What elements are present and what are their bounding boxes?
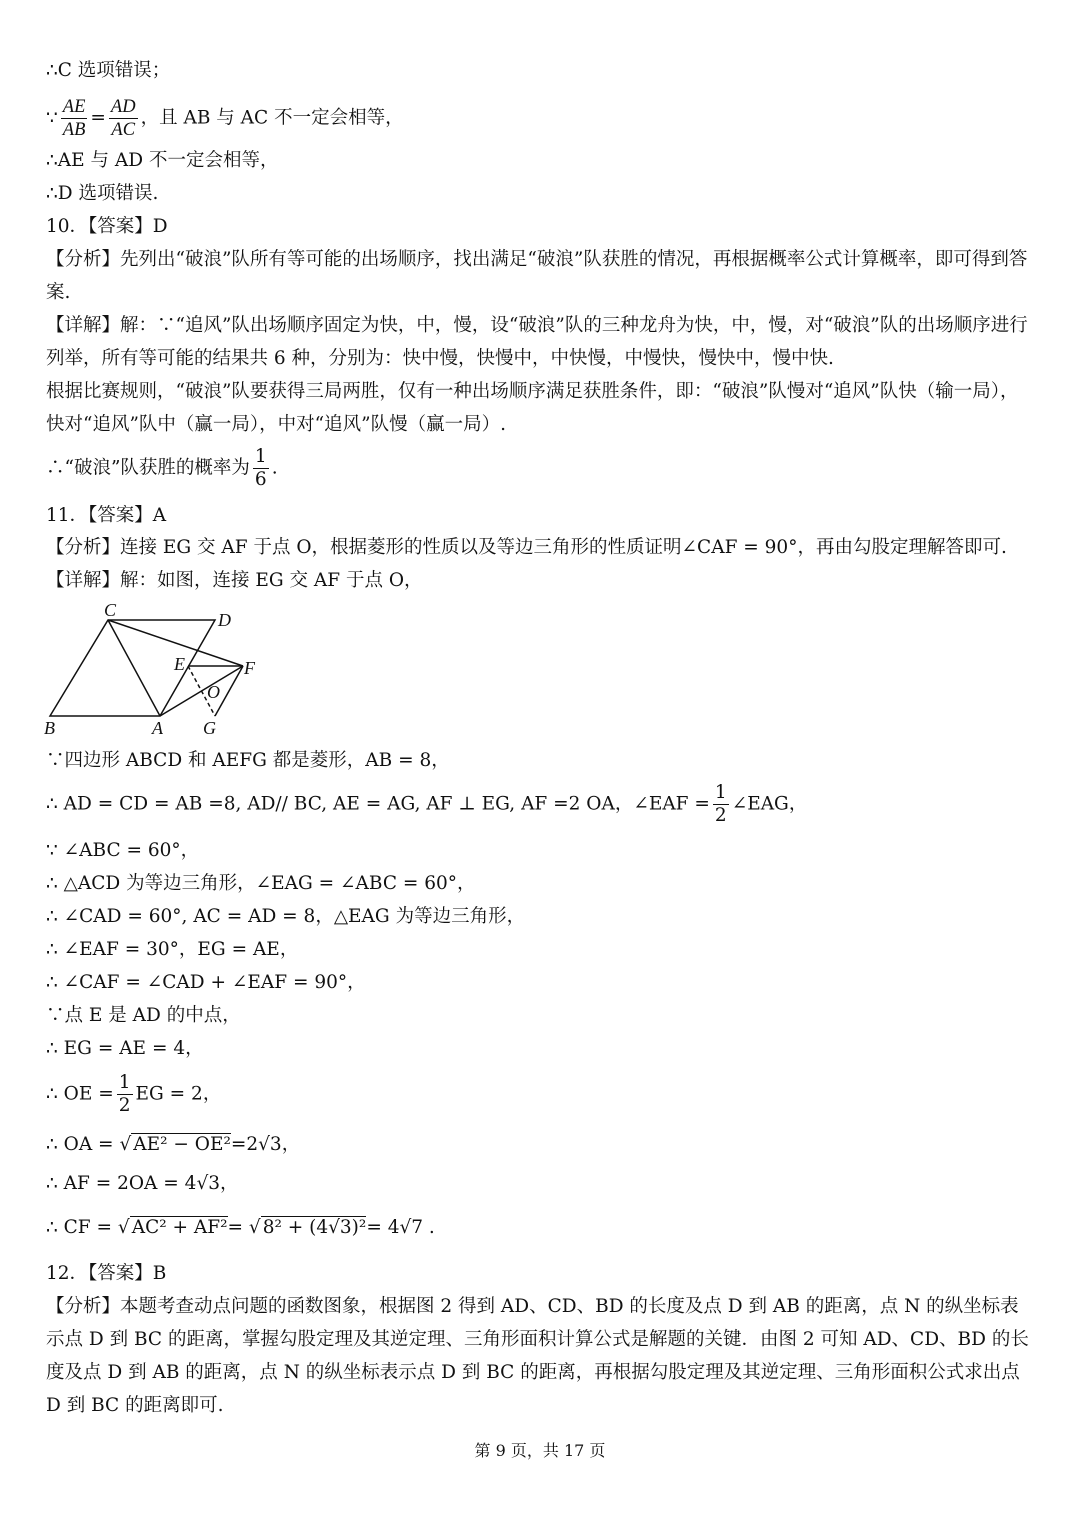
- analysis-paragraph-12: 【分析】本题考查动点问题的函数图象，根据图 2 得到 AD、CD、BD 的长度及点 D 到 AB 的距离，点 N 的纵坐标表示点 D 到 BC 的距离，掌握勾股定理及其逆定理、三角形面积计算公式是解题的关键．由图 2 可知 AD、CD、BD 的长度及点 D 到 AB 的距离，点 N 的纵坐标表示点 D 到 BC 的距离，再根据勾股定理及其逆定理、三角形面积公式求出点 D 到 BC 的距离即可.: [46, 1296, 1029, 1416]
- text-line: ∴D 选项错误.: [46, 183, 159, 204]
- step-line: ∴ AD = CD = AB =8, AD// BC, AE = AG, AF ⊥ EG, AF =2 OA，∠EAF = $\frac{1}{2}$ ∠EAG，: [46, 782, 808, 826]
- step-line: ∴ △ACD 为等边三角形，∠EAG = ∠ABC = 60°，: [46, 873, 476, 894]
- label-c: C: [104, 600, 117, 620]
- fraction: $\frac{1}{2}$: [714, 782, 727, 826]
- label-a: A: [152, 718, 163, 738]
- probability-line: ∴“破浪”队获胜的概率为 $\frac{1}{6}$ .: [46, 446, 278, 490]
- step-line: ∵点 E 是 AD 的中点，: [46, 1005, 241, 1026]
- rhombus-figure: [40, 598, 280, 743]
- answer-heading-12: 12．【答案】B: [46, 1263, 167, 1284]
- fraction: $\frac{AE}{AB}$: [62, 97, 86, 140]
- step-line: ∵ ∠ABC = 60°，: [46, 840, 200, 861]
- step-line: ∴ OA = √ AE² − OE²=2√3，: [46, 1134, 301, 1155]
- label-o: O: [207, 682, 220, 702]
- label-d: D: [218, 610, 231, 630]
- step-line: ∴ AF = 2OA = 4√3，: [46, 1173, 239, 1194]
- fraction-equation-line: ∵ $\frac{AE}{AB}$ = $\frac{AD}{AC}$ ，且 AB 与 AC 不一定会相等，: [46, 97, 404, 140]
- step-line: ∴ ∠CAF = ∠CAD + ∠EAF = 90°，: [46, 972, 366, 993]
- fraction: $\frac{1}{2}$: [118, 1072, 131, 1116]
- label-g: G: [203, 718, 216, 738]
- answer-heading-10: 10．【答案】D: [46, 216, 168, 237]
- step-line: ∴ ∠CAD = 60°, AC = AD = 8，△EAG 为等边三角形，: [46, 906, 526, 927]
- rule-paragraph-10: 根据比赛规则，“破浪”队要获得三局两胜，仅有一种出场顺序满足获胜条件，即：“破浪”队慢对“追风”队快（输一局），快对“追风”队中（赢一局），中对“追风”队慢（赢一局）.: [46, 381, 1019, 435]
- label-b: B: [44, 718, 55, 738]
- step-line: ∴ ∠EAF = 30°，EG = AE，: [46, 939, 299, 960]
- analysis-paragraph-11: 【分析】连接 EG 交 AF 于点 O，根据菱形的性质以及等边三角形的性质证明∠CAF = 90°，再由勾股定理解答即可.: [46, 537, 1007, 558]
- step-line: ∵四边形 ABCD 和 AEFG 都是菱形，AB = 8，: [46, 750, 450, 771]
- radical: 8² + (4√3)²: [262, 1217, 367, 1238]
- answer-heading-11: 11．【答案】A: [46, 505, 167, 526]
- analysis-paragraph-10: 【分析】先列出“破浪”队所有等可能的出场顺序，找出满足“破浪”队获胜的情况，再根据概率公式计算概率，即可得到答案.: [46, 249, 1028, 303]
- radical: AE² − OE²: [133, 1134, 231, 1155]
- label-f: F: [244, 658, 255, 678]
- detail-paragraph-10: 【详解】解：∵“追风”队出场顺序固定为快，中，慢，设“破浪”队的三种龙舟为快，中，慢，对“破浪”队的出场顺序进行列举，所有等可能的结果共 6 种，分别为：快中慢，快慢中，中快慢，中慢快，慢快中，慢中快.: [46, 315, 1028, 369]
- because-symbol: ∵: [46, 107, 58, 129]
- step-line: ∴ CF = √ AC² + AF²= √ 8² + (4√3)²= 4√7 .: [46, 1217, 435, 1238]
- text-line: ∴C 选项错误；: [46, 60, 171, 81]
- fraction: $\frac{AD}{AC}$: [110, 97, 136, 140]
- fraction: $\frac{1}{6}$: [254, 446, 267, 490]
- label-e: E: [174, 654, 185, 674]
- step-line: ∴ OE = $\frac{1}{2}$ EG = 2，: [46, 1072, 222, 1116]
- radical: AC² + AF²: [131, 1217, 228, 1238]
- detail-paragraph-11: 【详解】解：如图，连接 EG 交 AF 于点 O，: [46, 570, 423, 591]
- text-line: ∴AE 与 AD 不一定会相等，: [46, 150, 279, 171]
- step-line: ∴ EG = AE = 4，: [46, 1038, 204, 1059]
- rhombus-abcd: [50, 620, 215, 716]
- page-footer: 第 9 页，共 17 页: [474, 1441, 606, 1460]
